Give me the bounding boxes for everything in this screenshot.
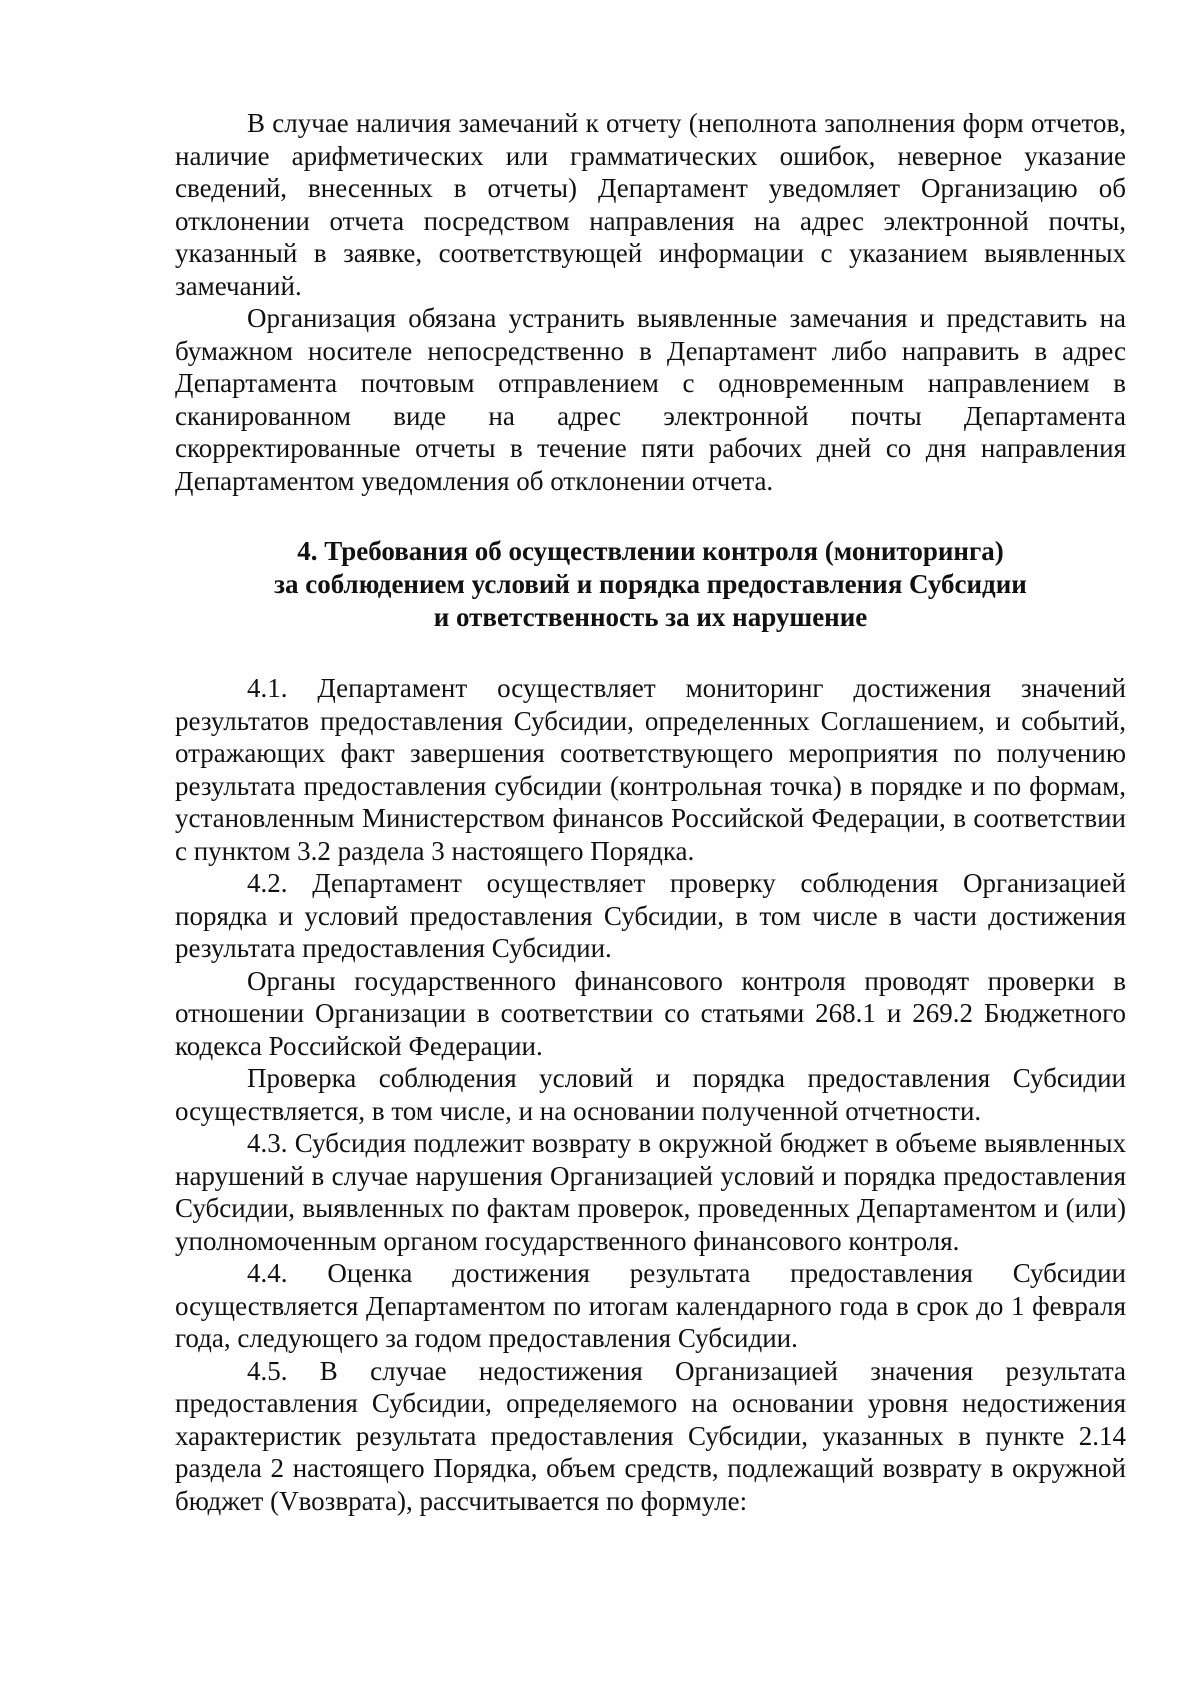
section-heading	[175, 535, 1126, 634]
paragraph-4-4: 4.4. Оценка достижения результата предоставления Субсидии осуществляется Департаментом по итогам календарного года в срок до 1 февраля года, следующего за годом предоставления Субсидии.	[175, 1258, 1126, 1353]
section-heading-line-3: и ответственность за их нарушение	[433, 602, 868, 632]
paragraph-compliance-check: Проверка соблюдения условий и порядка предоставления Субсидии осуществляется, в том числе, и на основании полученной отчетности.	[175, 1063, 1126, 1126]
paragraph-4-1: 4.1. Департамент осуществляет мониторинг достижения значений результатов предоставления Субсидии, определенных Соглашением, и событий, отражающих факт завершения соответствующего мероприятия по получению результата предоставления субсидии (контрольная точка) в порядке и по формам, установленным Министерством финансов Российской Федерации, в соответствии с пунктом 3.2 раздела 3 настоящего Порядка.	[175, 673, 1126, 866]
paragraph-4-2: 4.2. Департамент осуществляет проверку соблюдения Организацией порядка и условий предоставления Субсидии, в том числе в части достижения результата предоставления Субсидии.	[175, 868, 1126, 963]
paragraph-4-3: 4.3. Субсидия подлежит возврату в окружной бюджет в объеме выявленных нарушений в случае нарушения Организацией условий и порядка предоставления Субсидии, выявленных по фактам проверок, проведенных Департаментом и (или) уполномоченным органом государственного финансового контроля.	[175, 1128, 1126, 1256]
section-heading-line-1: 4. Требования об осуществлении контроля (мониторинга)	[297, 536, 1004, 566]
document-page	[175, 107, 1126, 1517]
paragraph-organization-obligation: Организация обязана устранить выявленные замечания и представить на бумажном носителе непосредственно в Департамент либо направить в адрес Департамента почтовым отправлением с одновременным направлением в сканированном виде на адрес электронной почты Департамента скорректированные отчеты в течение пяти рабочих дней со дня направления Департаментом уведомления об отклонении отчета.	[175, 303, 1126, 496]
paragraph-report-remarks: В случае наличия замечаний к отчету (неполнота заполнения форм отчетов, наличие арифметических или грамматических ошибок, неверное указание сведений, внесенных в отчеты) Департамент уведомляет Организацию об отклонении отчета посредством направления на адрес электронной почты, указанный в заявке, соответствующей информации с указанием выявленных замечаний.	[175, 108, 1126, 301]
section-heading-line-2: за соблюдением условий и порядка предоставления Субсидии	[274, 569, 1027, 599]
paragraph-financial-control: Органы государственного финансового контроля проводят проверки в отношении Организации в соответствии со статьями 268.1 и 269.2 Бюджетного кодекса Российской Федерации.	[175, 965, 1126, 1061]
paragraph-4-5: 4.5. В случае недостижения Организацией значения результата предоставления Субсидии, определяемого на основании уровня недостижения характеристик результата предоставления Субсидии, указанных в пункте 2.14 раздела 2 настоящего Порядка, объем средств, подлежащий возврату в окружной бюджет (Vвозврата), рассчитывается по формуле:	[175, 1355, 1126, 1516]
